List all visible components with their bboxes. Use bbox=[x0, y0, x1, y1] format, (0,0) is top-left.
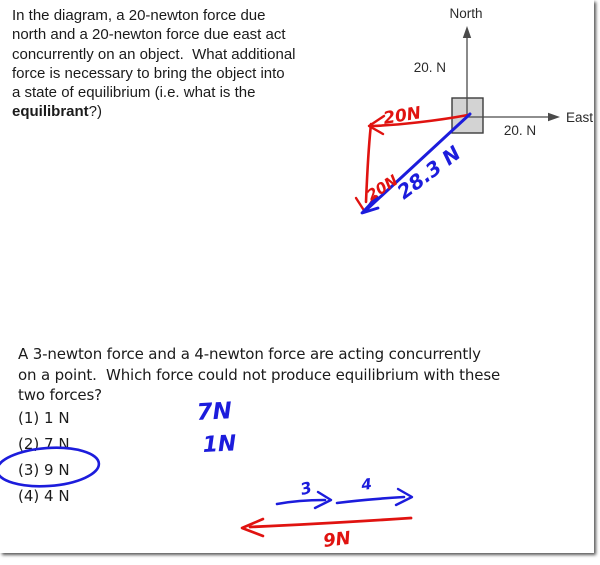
question-1-line: concurrently on an object. What additional bbox=[12, 45, 296, 63]
question-2-line: A 3-newton force and a 4-newton force are acting concurrently bbox=[18, 345, 481, 363]
choice-4: (4) 4 N bbox=[18, 487, 70, 505]
question-1-line: north and a 20-newton force due east act bbox=[12, 26, 286, 44]
north-label: North bbox=[449, 6, 483, 21]
question-2-line: on a point. Which force could not produce equilibrium with these bbox=[18, 365, 501, 384]
vector-four-label: 4 bbox=[360, 474, 373, 494]
force-diagram bbox=[414, 6, 594, 138]
equilibrant-term: equilibrant bbox=[12, 103, 89, 121]
vector-three-stroke bbox=[277, 500, 325, 504]
note-one-newton: 1N bbox=[202, 431, 238, 458]
question-1-line: force is necessary to bring the object into bbox=[12, 64, 285, 82]
note-seven-newtons: 7N bbox=[195, 398, 233, 426]
vector-three-label: 3 bbox=[298, 477, 314, 499]
resultant-ink-label: 28.3 N bbox=[392, 140, 466, 204]
question-1-line-end: ?) bbox=[88, 103, 103, 121]
answer-circle bbox=[0, 444, 100, 489]
south-force-ink-label: 20N bbox=[363, 171, 402, 205]
north-arrowhead-icon bbox=[463, 26, 471, 38]
question-2-ink bbox=[0, 398, 412, 552]
vector-four-stroke bbox=[337, 497, 404, 503]
north-force-label: 20. N bbox=[413, 60, 446, 75]
choice-1: (1) 1 N bbox=[18, 409, 70, 427]
east-arrowhead-icon bbox=[548, 113, 560, 121]
question-1-line: a state of equilibrium (i.e. what is the bbox=[12, 84, 256, 102]
question-1-line: In the diagram, a 20-newton force due bbox=[12, 7, 266, 24]
vector-nine-stroke bbox=[250, 518, 411, 527]
east-label: East bbox=[566, 110, 594, 125]
west-force-ink-label: 20N bbox=[381, 103, 423, 129]
choice-2: (2) 7 N bbox=[18, 435, 70, 453]
east-force-label: 20. N bbox=[503, 123, 537, 138]
vector-nine-label: 9N bbox=[322, 527, 352, 552]
choice-3: (3) 9 N bbox=[18, 461, 70, 479]
question-2-line: two forces? bbox=[18, 386, 102, 404]
